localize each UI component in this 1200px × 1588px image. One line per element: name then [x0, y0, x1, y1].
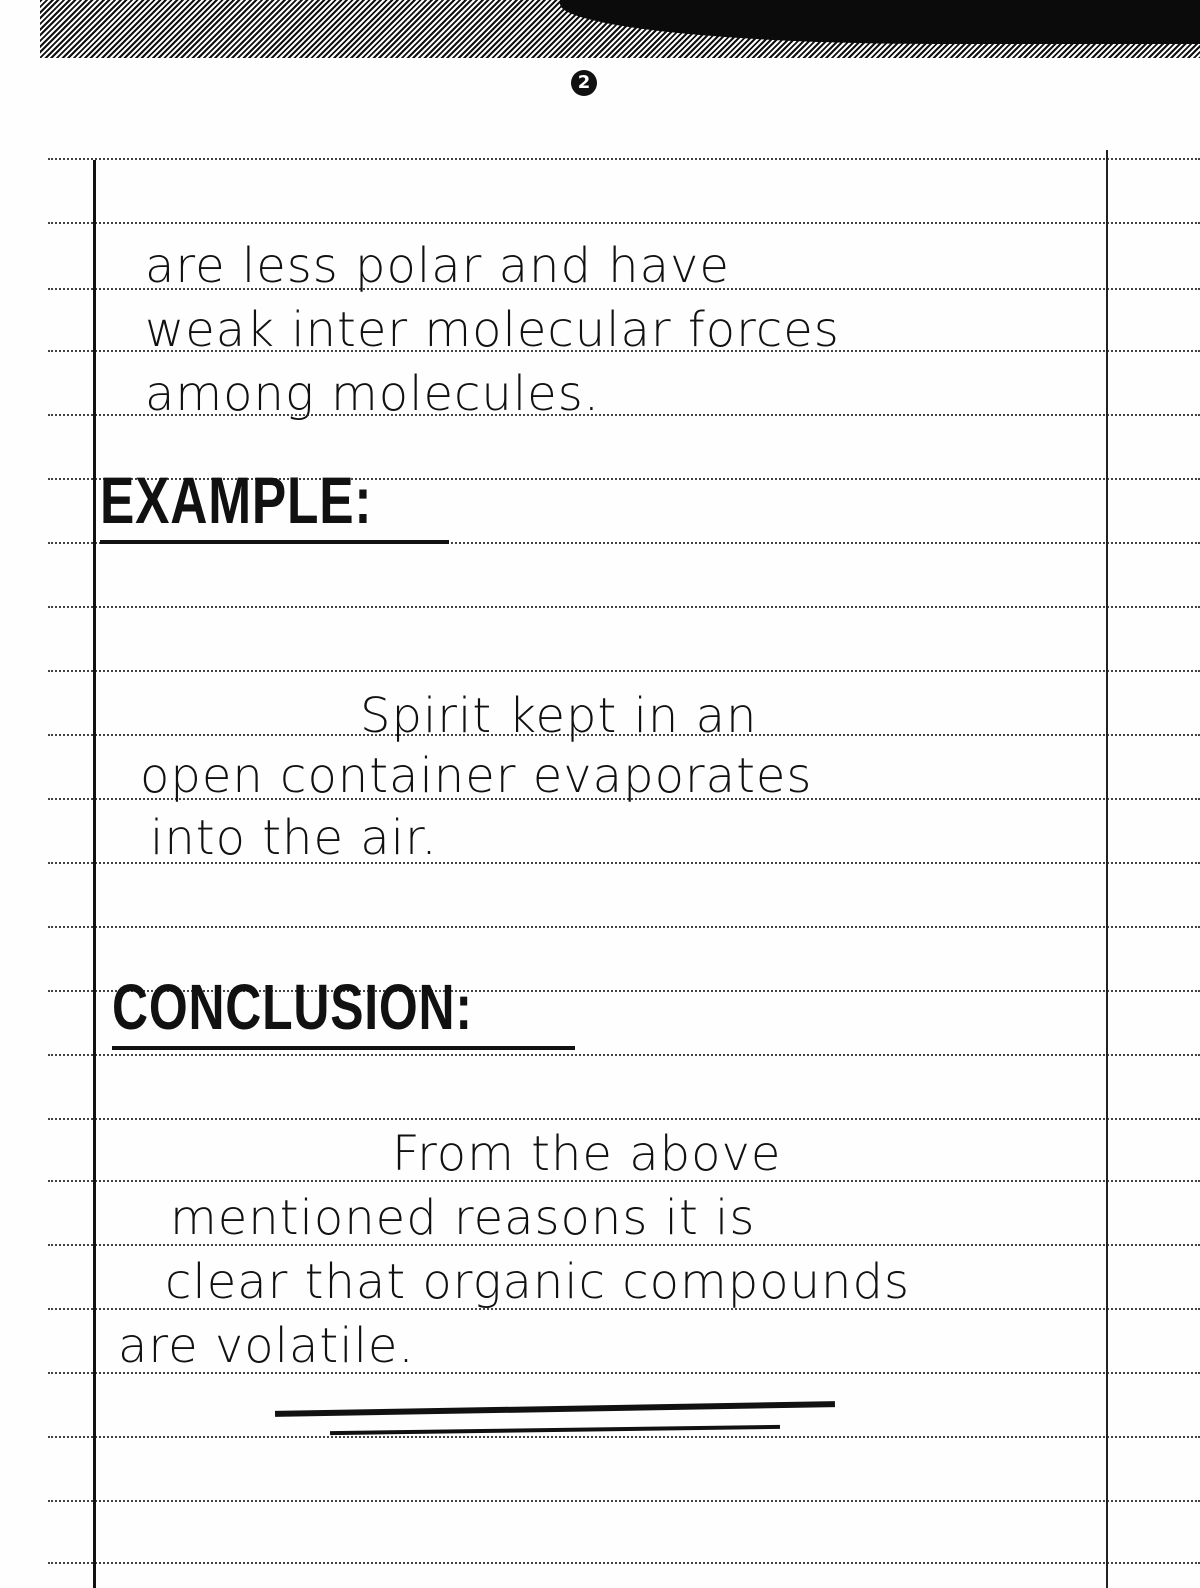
ruled-line	[48, 926, 1200, 928]
ruled-line	[48, 1054, 1200, 1056]
ruled-line	[48, 1436, 1200, 1438]
intro-line: are less polar and have	[145, 238, 730, 294]
conclusion-line: are volatile.	[118, 1318, 415, 1374]
example-line: into the air.	[150, 810, 438, 866]
ruled-line	[48, 1118, 1200, 1120]
end-underline-stroke	[275, 1401, 835, 1417]
conclusion-line: clear that organic compounds	[165, 1254, 910, 1310]
intro-line: among molecules.	[145, 366, 600, 422]
end-underline-stroke	[330, 1425, 780, 1435]
margin-line	[93, 160, 96, 1588]
ruled-line	[48, 158, 1200, 160]
ruled-line	[48, 670, 1200, 672]
intro-line: weak inter molecular forces	[145, 302, 840, 358]
example-heading-text: EXAMPLE:	[100, 463, 373, 537]
ruled-line	[48, 1500, 1200, 1502]
ruled-line	[48, 222, 1200, 224]
conclusion-line: From the above	[392, 1126, 782, 1182]
page-number-badge: 2	[571, 70, 597, 96]
conclusion-heading	[112, 970, 575, 1050]
conclusion-line: mentioned reasons it is	[170, 1190, 756, 1246]
example-line: Spirit kept in an	[360, 688, 758, 744]
conclusion-heading-text: CONCLUSION:	[112, 971, 473, 1043]
ruled-line	[48, 606, 1200, 608]
right-margin-line	[1106, 150, 1108, 1588]
ruled-line	[48, 1562, 1200, 1564]
example-heading	[100, 462, 449, 544]
example-line: open container evaporates	[140, 748, 813, 804]
